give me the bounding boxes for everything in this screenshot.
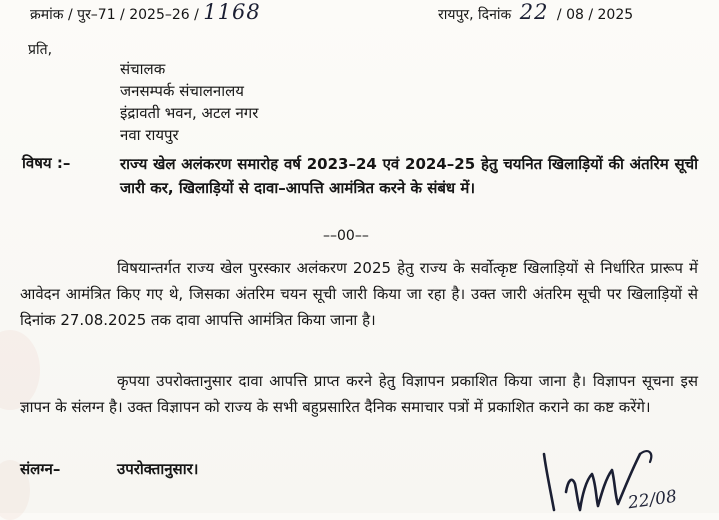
place-date-prefix: रायपुर, दिनांक (438, 7, 512, 23)
signature-image (520, 440, 710, 513)
body-paragraph-1-text: विषयान्तर्गत राज्य खेल पुरस्कार अलंकरण 2025 हेतु राज्य के सर्वोत्कृष्ट खिलाड़ियों से निर्धारित प्रारूप में आवेदन आमंत्रित किए गए थे, जिसका अंतरिम चयन सूची जारी किया जा रहा है। उक्त जारी अंतरिम सूची पर खिलाड़ियों से दिनांक 27.08.2025 तक दावा आपत्ति आमंत्रित किया जाना है। (20, 259, 698, 329)
separator: ––00–– (323, 228, 369, 244)
recipient-line-2: जनसम्पर्क संचालनालय (120, 82, 244, 100)
enclosure-label: संलग्न– (20, 460, 61, 478)
subject-text: राज्य खेल अलंकरण समारोह वर्ष 2023–24 एवं 2024–25 हेतु चयनित खिलाड़ियों की अंतरिम सूची जारी कर, खिलाड़ियों से दावा–आपत्ति आमंत्रित करने के संबंध में। (120, 155, 698, 197)
recipient-line-3: इंद्रावती भवन, अटल नगर (120, 104, 259, 122)
reference-handwritten-number: 1168 (203, 0, 261, 24)
to-label: प्रति, (28, 42, 53, 58)
body-paragraph-1 (20, 255, 698, 333)
reference-number (30, 2, 261, 25)
body-paragraph-2 (20, 368, 698, 420)
reference-prefix: क्रमांक / पुर–71 / 2025–26 / (30, 7, 199, 23)
date-suffix: / 08 / 2025 (556, 7, 634, 23)
subject-label: विषय :– (22, 154, 71, 172)
date-handwritten-day: 22 (519, 0, 549, 24)
place-date (438, 2, 633, 25)
enclosure-value: उपरोक्तानुसार। (117, 460, 199, 478)
recipient-line-1: संचालक (120, 60, 166, 78)
recipient-line-4: नवा रायपुर (120, 126, 179, 144)
signature-date-scrawl: 22/08 (626, 486, 679, 514)
body-paragraph-2-text: कृपया उपरोक्तानुसार दावा आपत्ति प्राप्त करने हेतु विज्ञापन प्रकाशित किया जाना है। विज्ञापन सूचना इस ज्ञापन के संलग्न है। उक्त विज्ञापन को राज्य के सभी बहुप्रसारित दैनिक समाचार पत्रों में प्रकाशित कराने का कष्ट करेंगे। (20, 372, 698, 416)
